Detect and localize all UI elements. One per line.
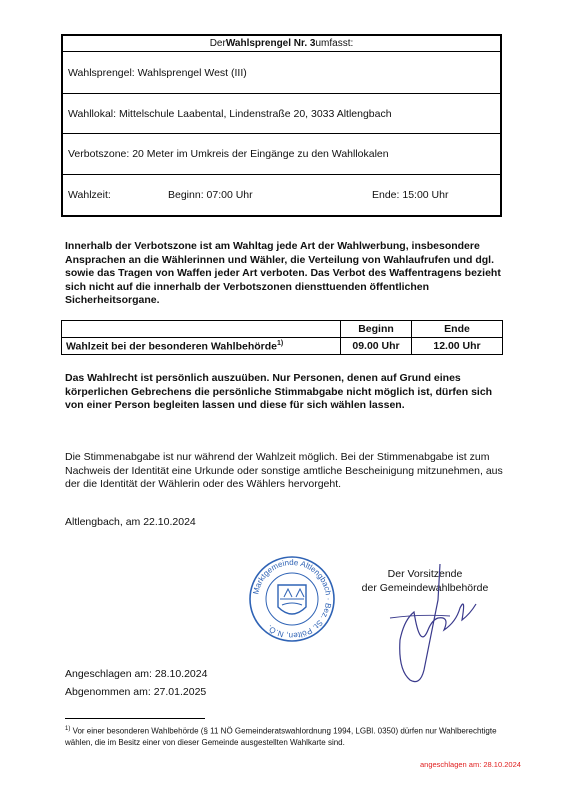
stimmabgabe-paragraph: Die Stimmenabgabe ist nur während der Wahlzeit möglich. Bei der Stimmenabgabe ist zum Nachweis der Identität eine Urkunde oder sonstige amtliche Bescheinigung mitzunehmen, aus der die Identität der Wählerin oder des Wählers hervorgeht. [65,451,503,490]
footnote-divider [65,718,205,719]
handwritten-signature [380,560,480,690]
seal-text: Marktgemeinde Altlengbach · Bez. St. Pölten, N.Ö. [251,557,334,641]
posting-stamp-note: angeschlagen am: 28.10.2024 [420,760,521,769]
wahlsprengel-info-box [61,34,502,217]
footnote-mark: 1) [65,726,71,732]
row-label: Wahlzeit bei der besonderen Wahlbehörde [66,340,277,353]
wahllokal-text: Wahllokal: Mittelschule Laabental, Lindenstraße 20, 3033 Altlengbach [68,107,392,120]
place-date: Altlengbach, am 22.10.2024 [65,516,196,528]
verbotszone-row [63,133,500,174]
info-box-header [63,36,500,51]
wahlsprengel-row [63,51,500,93]
header-suffix: umfasst: [315,38,354,49]
municipal-seal [248,555,336,643]
beginn-header: Beginn [341,321,412,338]
wahlzeit-ende: Ende: 15:00 Uhr [372,189,449,201]
abgenommen-date: Abgenommen am: 27.01.2025 [65,686,207,698]
ende-header: Ende [412,321,503,338]
row-label-cell [62,338,341,355]
wahlzeit-label: Wahlzeit: [68,189,111,201]
beginn-cell: 09.00 Uhr [341,338,412,355]
table-row [62,338,503,355]
header-sprengel-number: Wahlsprengel Nr. 3 [225,38,316,49]
empty-header-cell [62,321,341,338]
angeschlagen-date: Angeschlagen am: 28.10.2024 [65,668,208,680]
ende-cell: 12.00 Uhr [412,338,503,355]
verbotszone-text: Verbotszone: 20 Meter im Umkreis der Eingänge zu den Wahllokalen [68,148,389,160]
wahlsprengel-text: Wahlsprengel: Wahlsprengel West (III) [68,66,247,79]
wahlzeit-beginn: Beginn: 07:00 Uhr [168,189,253,201]
table-header-row [62,321,503,338]
wahlzeit-row [63,174,500,215]
wahlrecht-paragraph: Das Wahlrecht ist persönlich auszuüben. Nur Personen, denen auf Grund eines körperlichen Gebrechens die persönliche Stimmabgabe nicht möglich ist, dürfen sich von einer Person begleiten lassen und diese für sich wählen lassen. [65,372,493,411]
verbotszone-paragraph: Innerhalb der Verbotszone ist am Wahltag jede Art der Wahlwerbung, insbesondere Ansprachen an die Wählerinnen und Wähler, die Verteilung von Wahlaufrufen und dgl. sowie das Tragen von Waffen jeder Art verboten. Das Verbot des Waffentragens bezieht sich nicht auf die innerhalb der Verbotszonen diensttuenden öffentlichen Sicherheitsorgane. [65,240,501,306]
signer-title: Der Vorsitzende [387,568,463,580]
behoerde-table [61,320,503,355]
wahllokal-row [63,93,500,133]
header-prefix: Der [209,38,226,49]
footnote-text: Vor einer besonderen Wahlbehörde (§ 11 NÖ Gemeinderatswahlordnung 1994, LGBl. 0350) dürfen nur Wahlberechtigte wählen, die im Besitz einer von dieser Gemeinde ausgestellten Wahlkarte sind. [65,726,497,747]
footnote [65,724,505,748]
footnote-ref: 1) [277,339,284,347]
signer-body: der Gemeindewahlbehörde [361,581,489,594]
